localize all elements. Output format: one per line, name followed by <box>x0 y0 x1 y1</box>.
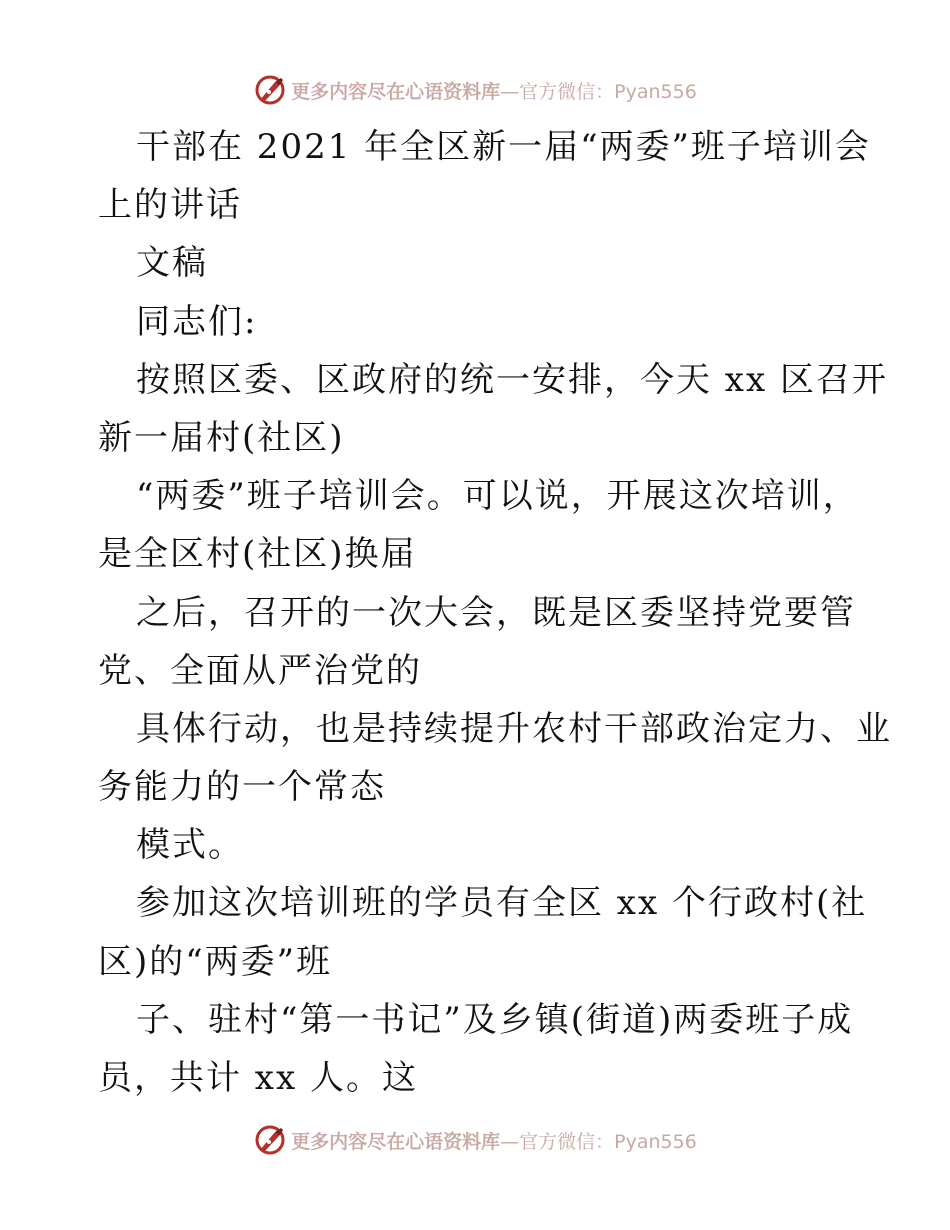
watermark-text: 更多内容尽在心语资料库 <box>291 1130 501 1153</box>
paragraph-line: 务能力的一个常态 <box>98 767 386 808</box>
paragraph-line: 具体行动，也是持续提升农村干部政治定力、业 <box>136 708 892 749</box>
paragraph-line: 员，共计 xx 人。这 <box>98 1058 418 1098</box>
pen-nib-logo-icon <box>253 1123 287 1157</box>
watermark-text: 更多内容尽在心语资料库 <box>291 80 501 103</box>
paragraph-line: 按照区委、区政府的统一安排，今天 xx 区召开 <box>136 359 888 400</box>
paragraph-line: “两委”班子培训会。可以说，开展这次培训， <box>136 476 859 517</box>
footer-watermark <box>0 1120 950 1160</box>
paragraph-line: 党、全面从严治党的 <box>98 650 422 691</box>
salutation: 同志们: <box>136 301 258 342</box>
title-line-1: 干部在 2021 年全区新一届“两委”班子培训会 <box>136 127 871 167</box>
header-watermark <box>0 70 950 110</box>
paragraph-line: 是全区村(社区)换届 <box>98 534 417 575</box>
document-body <box>98 118 892 1107</box>
watermark-contact: —官方微信：Pyan556 <box>500 80 697 103</box>
subtitle-line: 文稿 <box>136 243 208 284</box>
paragraph-line: 模式。 <box>136 825 244 866</box>
paragraph-line: 参加这次培训班的学员有全区 xx 个行政村(社 <box>136 883 868 924</box>
paragraph-line: 区)的“两委”班 <box>98 941 333 982</box>
paragraph-line: 子、驻村“第一书记”及乡镇(街道)两委班子成 <box>136 999 854 1040</box>
paragraph-line: 之后，召开的一次大会，既是区委坚持党要管 <box>136 592 856 633</box>
paragraph-line: 新一届村(社区) <box>98 417 345 458</box>
watermark-contact: —官方微信：Pyan556 <box>500 1130 697 1153</box>
title-line-2: 上的讲话 <box>98 185 242 226</box>
pen-nib-logo-icon <box>253 73 287 107</box>
